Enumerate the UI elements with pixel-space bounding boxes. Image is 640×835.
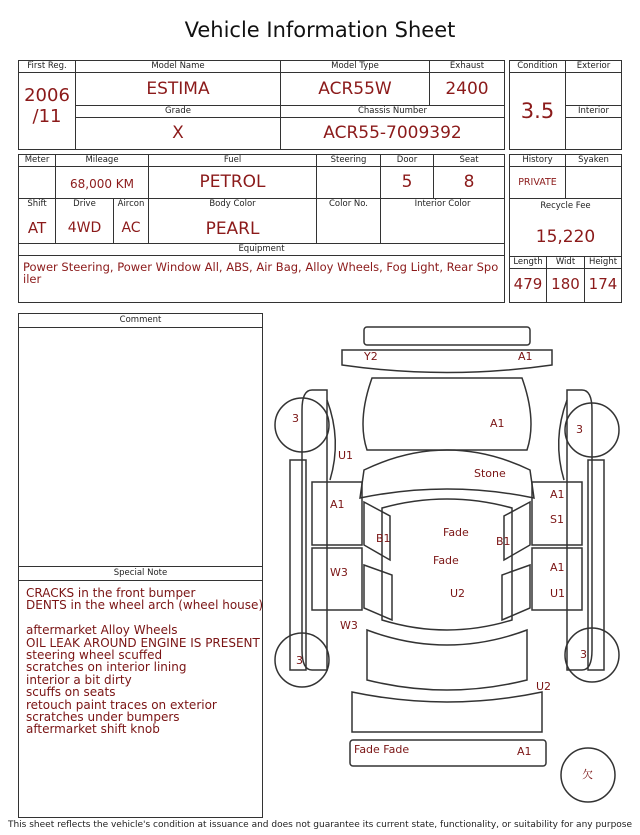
- history-label: History: [510, 155, 565, 167]
- comment-label: Comment: [19, 314, 262, 328]
- mark-roof-fade-1: Fade: [443, 526, 469, 539]
- vehicle-info-table: [18, 60, 505, 150]
- recycle-fee-label: Recycle Fee: [540, 201, 591, 211]
- door-cell: [381, 155, 434, 199]
- mark-left-rear-door: W3: [330, 566, 348, 579]
- model-name-cell: [76, 61, 281, 106]
- note-line: DENTS in the wheel arch (wheel house): [26, 598, 264, 613]
- note-line: CRACKS in the front bumper: [26, 586, 196, 600]
- mark-wheel-rl: 3: [296, 654, 303, 667]
- mark-spare: 欠: [582, 768, 593, 781]
- seat-value: 8: [463, 172, 475, 192]
- steering-cell: [317, 155, 381, 199]
- model-type-cell: [281, 61, 430, 106]
- meter-label: Meter: [19, 155, 55, 167]
- note-line: scratches under bumpers: [26, 710, 180, 725]
- history-table: [509, 154, 622, 303]
- drive-cell: [56, 199, 114, 244]
- first-reg-year: 2006: [24, 85, 70, 106]
- condition-table: [509, 60, 622, 150]
- drive-label: Drive: [73, 199, 96, 209]
- mark-wheel-rr: 3: [580, 648, 587, 661]
- mark-left-front-door: A1: [330, 498, 345, 511]
- equipment-label: Equipment: [19, 244, 504, 256]
- interior-color-label: Interior Color: [414, 199, 471, 209]
- mark-rear-bumper-left: Fade Fade: [354, 743, 410, 756]
- mark-left-front-fender: U1: [338, 449, 354, 462]
- width-cell: [547, 257, 585, 303]
- mark-right-rear-door-bottom: U1: [550, 587, 566, 600]
- door-value: 5: [401, 172, 413, 192]
- length-value: 479: [513, 275, 543, 293]
- note-line: scuffs on seats: [26, 685, 116, 700]
- model-name-label: Model Name: [76, 61, 280, 73]
- meter-cell: [19, 155, 56, 199]
- body-color-value: PEARL: [205, 219, 260, 239]
- aircon-cell: [114, 199, 149, 244]
- height-value: 174: [588, 275, 618, 293]
- disclaimer-footer: This sheet reflects the vehicle's condition at issuance and does not guarantee its current state, functionality, or suitability for any purpose: [7, 820, 633, 830]
- shift-label: Shift: [27, 199, 47, 209]
- note-line: scratches on interior lining: [26, 660, 187, 675]
- mileage-label: Mileage: [56, 155, 148, 167]
- note-line: OIL LEAK AROUND ENGINE IS PRESENT: [26, 635, 260, 650]
- color-no-cell: [317, 199, 381, 244]
- mark-roof-rear: U2: [450, 587, 466, 600]
- fuel-value: PETROL: [199, 172, 266, 192]
- comment-panel: [18, 313, 263, 818]
- mark-right-front-door-top: A1: [550, 488, 565, 501]
- fuel-cell: [149, 155, 317, 199]
- width-label: Widt: [547, 257, 584, 269]
- page-title: Vehicle Information Sheet: [184, 18, 456, 42]
- fuel-label: Fuel: [149, 155, 316, 167]
- seat-cell: [434, 155, 505, 199]
- condition-label: Condition: [510, 61, 565, 73]
- mileage-value: 68,000 KM: [69, 177, 135, 191]
- note-line: steering wheel scuffed: [26, 648, 163, 663]
- syaken-cell: [566, 155, 622, 199]
- note-line: aftermarket Alloy Wheels: [26, 623, 178, 638]
- condition-value: 3.5: [520, 99, 555, 123]
- car-damage-diagram: [272, 320, 622, 815]
- chassis-value: ACR55-7009392: [323, 123, 462, 143]
- mark-right-rear-quarter: U2: [536, 680, 552, 693]
- specs-table: [18, 154, 505, 303]
- mark-front-left: Y2: [364, 350, 378, 363]
- interior-color-cell: [381, 199, 505, 244]
- exhaust-cell: [430, 61, 505, 106]
- special-note-label: Special Note: [19, 567, 262, 581]
- aircon-label: Aircon: [117, 199, 145, 209]
- shift-value: AT: [27, 219, 47, 237]
- mark-hood: A1: [490, 417, 505, 430]
- chassis-cell: [281, 106, 505, 150]
- mark-front-right: A1: [518, 350, 533, 363]
- length-cell: [510, 257, 547, 303]
- recycle-fee-value: 15,220: [535, 227, 596, 247]
- interior-label: Interior: [566, 106, 621, 118]
- syaken-label: Syaken: [566, 155, 621, 167]
- mark-wheel-fr: 3: [576, 423, 583, 436]
- chassis-label: Chassis Number: [281, 106, 504, 118]
- mileage-cell: [56, 155, 149, 199]
- special-note-section: [19, 566, 262, 736]
- special-note-list: [19, 581, 262, 736]
- body-color-label: Body Color: [209, 199, 256, 209]
- mark-pillar-left: B1: [376, 532, 391, 545]
- condition-cell: [510, 61, 566, 150]
- note-line: retouch paint traces on exterior: [26, 697, 217, 712]
- equipment-cell: [19, 244, 505, 303]
- interior-cell: [566, 106, 622, 150]
- exterior-label: Exterior: [566, 61, 621, 73]
- note-line: interior a bit dirty: [26, 672, 132, 687]
- mark-right-front-door-bottom: S1: [550, 513, 564, 526]
- mark-wheel-fl: 3: [292, 412, 299, 425]
- mark-pillar-right: B1: [496, 535, 511, 548]
- seat-label: Seat: [434, 155, 504, 167]
- recycle-fee-cell: [510, 199, 622, 257]
- mark-windshield: Stone: [474, 467, 506, 480]
- height-cell: [585, 257, 622, 303]
- model-type-value: ACR55W: [318, 79, 392, 99]
- grade-value: X: [172, 123, 184, 143]
- model-name-value: ESTIMA: [146, 79, 210, 99]
- grade-cell: [76, 106, 281, 150]
- note-line: aftermarket shift knob: [26, 722, 160, 737]
- mark-rear-bumper-right: A1: [517, 745, 532, 758]
- drive-value: 4WD: [67, 220, 102, 236]
- exhaust-value: 2400: [445, 79, 489, 99]
- first-reg-label: First Reg.: [19, 61, 75, 73]
- history-value: PRIVATE: [518, 177, 557, 188]
- exterior-cell: [566, 61, 622, 106]
- body-color-cell: [149, 199, 317, 244]
- aircon-value: AC: [121, 220, 141, 236]
- height-label: Height: [585, 257, 621, 269]
- exhaust-label: Exhaust: [430, 61, 504, 73]
- mark-right-rear-door-top: A1: [550, 561, 565, 574]
- equipment-value: Power Steering, Power Window All, ABS, Air Bag, Alloy Wheels, Fog Light, Rear Spoiler: [23, 260, 499, 286]
- model-type-label: Model Type: [281, 61, 429, 73]
- shift-cell: [19, 199, 56, 244]
- door-label: Door: [381, 155, 433, 167]
- width-value: 180: [551, 275, 580, 293]
- mark-left-rear-fender: W3: [340, 619, 358, 632]
- mark-roof-fade-2: Fade: [433, 554, 459, 567]
- length-label: Length: [510, 257, 546, 269]
- first-reg-cell: [19, 61, 76, 150]
- grade-label: Grade: [76, 106, 280, 118]
- first-reg-month: /11: [32, 106, 62, 127]
- color-no-label: Color No.: [329, 199, 369, 209]
- history-cell: [510, 155, 566, 199]
- steering-label: Steering: [317, 155, 380, 167]
